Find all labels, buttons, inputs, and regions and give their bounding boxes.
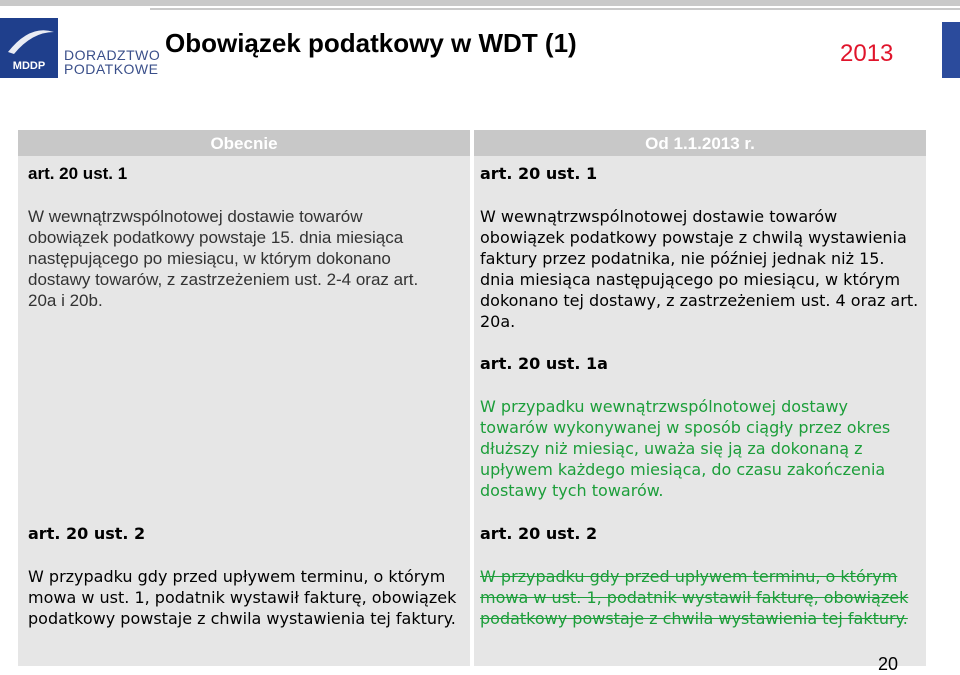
right-art20-1-label: art. 20 ust. 1 [480, 164, 598, 183]
accent-bar [942, 22, 960, 78]
logo-mark [0, 18, 58, 78]
logo-line-2: PODATKOWE [64, 61, 159, 77]
left-art20-1-label: art. 20 ust. 1 [28, 164, 128, 183]
logo-wordmark [64, 48, 160, 76]
left-art20-2-text: W przypadku gdy przed upływem terminu, o którym mowa w ust. 1, podatnik wystawił fakturę, obowiązek podatkowy powstaje z chwila wystawienia tej faktury. [28, 567, 457, 628]
header-new: Od 1.1.2013 r. [474, 130, 926, 156]
logo-mark-text: MDDP [12, 60, 46, 72]
page-title: Obowiązek podatkowy w WDT (1) [165, 28, 577, 58]
left-art20-2-label: art. 20 ust. 2 [28, 524, 146, 543]
right-art20-2-text-deleted: W przypadku gdy przed upływem terminu, o którym mowa w ust. 1, podatnik wystawił fakturę, obowiązek podatkowy powstaje z chwila wystawienia tej faktury. [480, 567, 909, 628]
right-art20-2-label: art. 20 ust. 2 [480, 524, 598, 543]
left-art20-1-text: W wewnątrzwspólnotowej dostawie towarów obowiązek podatkowy powstaje 15. dnia miesiąca następującego po miesiącu, w którym dokonano dostawy towarów, z zastrzeżeniem ust. 2-4 oraz art. 20a i 20b. [28, 207, 419, 310]
top-border [0, 0, 960, 6]
right-art20-1a-text: W przypadku wewnątrzwspólnotowej dostawy towarów wykonywanej w sposób ciągły przez okres dłuższy niż miesiąc, uważa się ją za dokonaną z upływem każdego miesiąca, do czasu zakończenia dostawy tych towarów. [480, 397, 891, 500]
logo-line-1: DORADZTWO [64, 47, 161, 63]
right-art20-1a-label: art. 20 ust. 1a [480, 354, 608, 373]
header-current: Obecnie [18, 130, 470, 156]
top-border-thin [150, 8, 960, 10]
logo-swoosh-icon [0, 22, 58, 62]
page-number: 20 [878, 654, 899, 674]
right-art20-1-text: W wewnątrzwspólnotowej dostawie towarów obowiązek podatkowy powstaje z chwilą wystawienia faktury przez podatnika, nie później jednak niż 15. dnia miesiąca następującego po miesiącu, w którym dokonano tej dostawy, z zastrzeżeniem ust. 4 oraz art. 20a. [480, 207, 919, 331]
column-divider [470, 130, 474, 666]
comparison-table [18, 130, 926, 666]
year-label: 2013 [840, 40, 894, 67]
